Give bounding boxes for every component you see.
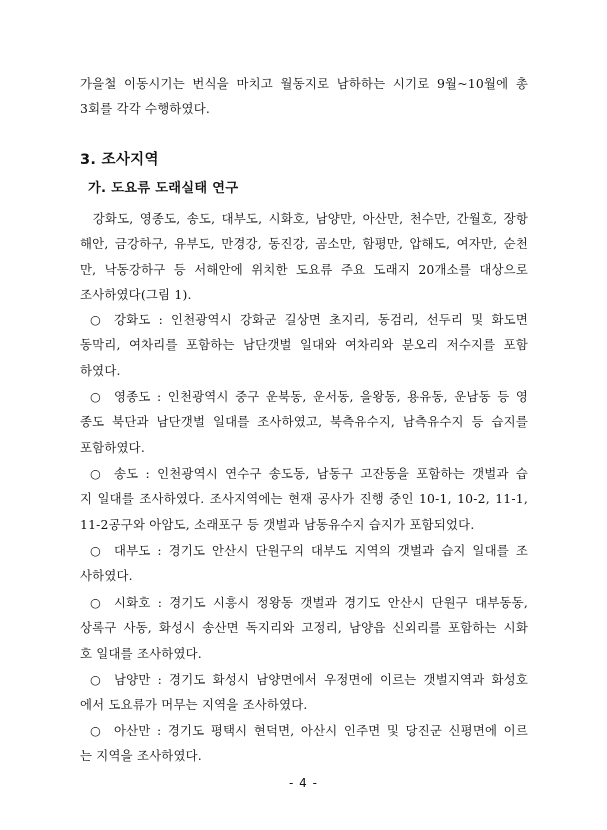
site-yeongjongdo-line-2: 종도 북단과 남단갯벌 일대를 조사하였고, 북측유수지, 남측유수지 등 습지를 [80, 414, 528, 430]
overview-line-1: 강화도, 영종도, 송도, 대부도, 시화호, 남양만, 아산만, 천수만, 간월호, 장항 [80, 211, 528, 226]
intro-paragraph [80, 71, 528, 122]
overview-paragraph [80, 206, 528, 308]
overview-line-2: 해안, 금강하구, 유부도, 만경강, 동진강, 곰소만, 함평만, 압해도, 여자만, 순천 [80, 236, 528, 252]
site-yeongjongdo-line-3: 포함하였다. [80, 439, 145, 455]
site-songdo-text-1: 송도 : 인천광역시 연수구 송도동, 남동구 고잔동을 포함하는 갯벌과 습 [114, 466, 528, 481]
bullet-icon: ○ [90, 543, 102, 558]
site-songdo-line-3: 11-2공구와 아암도, 소래포구 등 갯벌과 남동유수지 습지가 포함되었다. [80, 516, 475, 532]
site-sihwaho-line-2: 상록구 사동, 화성시 송산면 독지리와 고정리, 남양읍 신외리를 포함하는 시화 [80, 620, 528, 636]
overview-line-4: 조사하였다(그림 1). [80, 287, 192, 303]
site-yeongjongdo [80, 384, 528, 460]
section-subtitle: 가. 도요류 도래실태 연구 [88, 181, 239, 196]
site-asanman-line-1 [80, 718, 528, 743]
site-songdo-line-2: 지 일대를 조사하였다. 조사지역에는 현재 공사가 진행 중인 10-1, 10-2, 11-1, [80, 491, 528, 507]
page-number: - 4 - [289, 776, 318, 790]
site-daebudo-line-1 [80, 538, 528, 563]
bullet-icon: ○ [90, 389, 102, 404]
site-daebudo-text-1: 대부도 : 경기도 안산시 단원구의 대부도 지역의 갯벌과 습지 일대를 조 [114, 543, 528, 558]
site-yeongjongdo-line-1 [80, 384, 528, 409]
site-asanman-line-2: 는 지역을 조사하였다. [80, 748, 202, 764]
site-ganghwado-line-1 [80, 307, 528, 332]
site-sihwaho [80, 590, 528, 666]
site-sihwaho-line-1 [80, 590, 528, 615]
site-sihwaho-text-1: 시화호 : 경기도 시흥시 정왕동 갯벌과 경기도 안산시 단원구 대부동동, [114, 595, 528, 610]
site-ganghwado-line-3: 하였다. [80, 362, 121, 378]
bullet-icon: ○ [90, 672, 102, 687]
site-ganghwado-line-2: 동막리, 여차리를 포함하는 남단갯벌 일대와 여차리와 분오리 저수지를 포함 [80, 337, 528, 353]
site-asanman [80, 718, 528, 769]
site-sihwaho-line-3: 호 일대를 조사하였다. [80, 645, 202, 661]
bullet-icon: ○ [90, 312, 102, 327]
site-songdo [80, 461, 528, 537]
bullet-icon: ○ [90, 723, 102, 738]
site-namyangman-line-1 [80, 667, 528, 692]
bullet-icon: ○ [90, 466, 102, 481]
overview-line-3: 만, 낙동강하구 등 서해안에 위치한 도요류 주요 도래지 20개소를 대상으로 [80, 261, 528, 277]
site-songdo-line-1 [80, 461, 528, 486]
site-daebudo [80, 538, 528, 589]
site-daebudo-line-2: 사하였다. [80, 568, 133, 584]
site-asanman-text-1: 아산만 : 경기도 평택시 현덕면, 아산시 인주면 및 당진군 신평면에 이르 [114, 723, 528, 738]
bullet-icon: ○ [90, 595, 102, 610]
section-title: 3. 조사지역 [80, 152, 159, 168]
site-namyangman-text-1: 남양만 : 경기도 화성시 남양면에서 우정면에 이르는 갯벌지역과 화성호 [114, 672, 528, 687]
site-ganghwado-text-1: 강화도 : 인천광역시 강화군 길상면 초지리, 동검리, 선두리 및 화도면 [114, 312, 528, 327]
site-yeongjongdo-text-1: 영종도 : 인천광역시 중구 운북동, 운서동, 을왕동, 용유동, 운남동 등 영 [114, 389, 528, 404]
site-namyangman-line-2: 에서 도요류가 머무는 지역을 조사하였다. [80, 697, 308, 713]
site-namyangman [80, 667, 528, 718]
intro-line-2: 3회를 각각 수행하였다. [80, 101, 211, 117]
site-ganghwado [80, 307, 528, 383]
intro-line-1: 가을철 이동시기는 번식을 마치고 월동지로 남하하는 시기로 9월~10월에 총 [80, 76, 528, 91]
